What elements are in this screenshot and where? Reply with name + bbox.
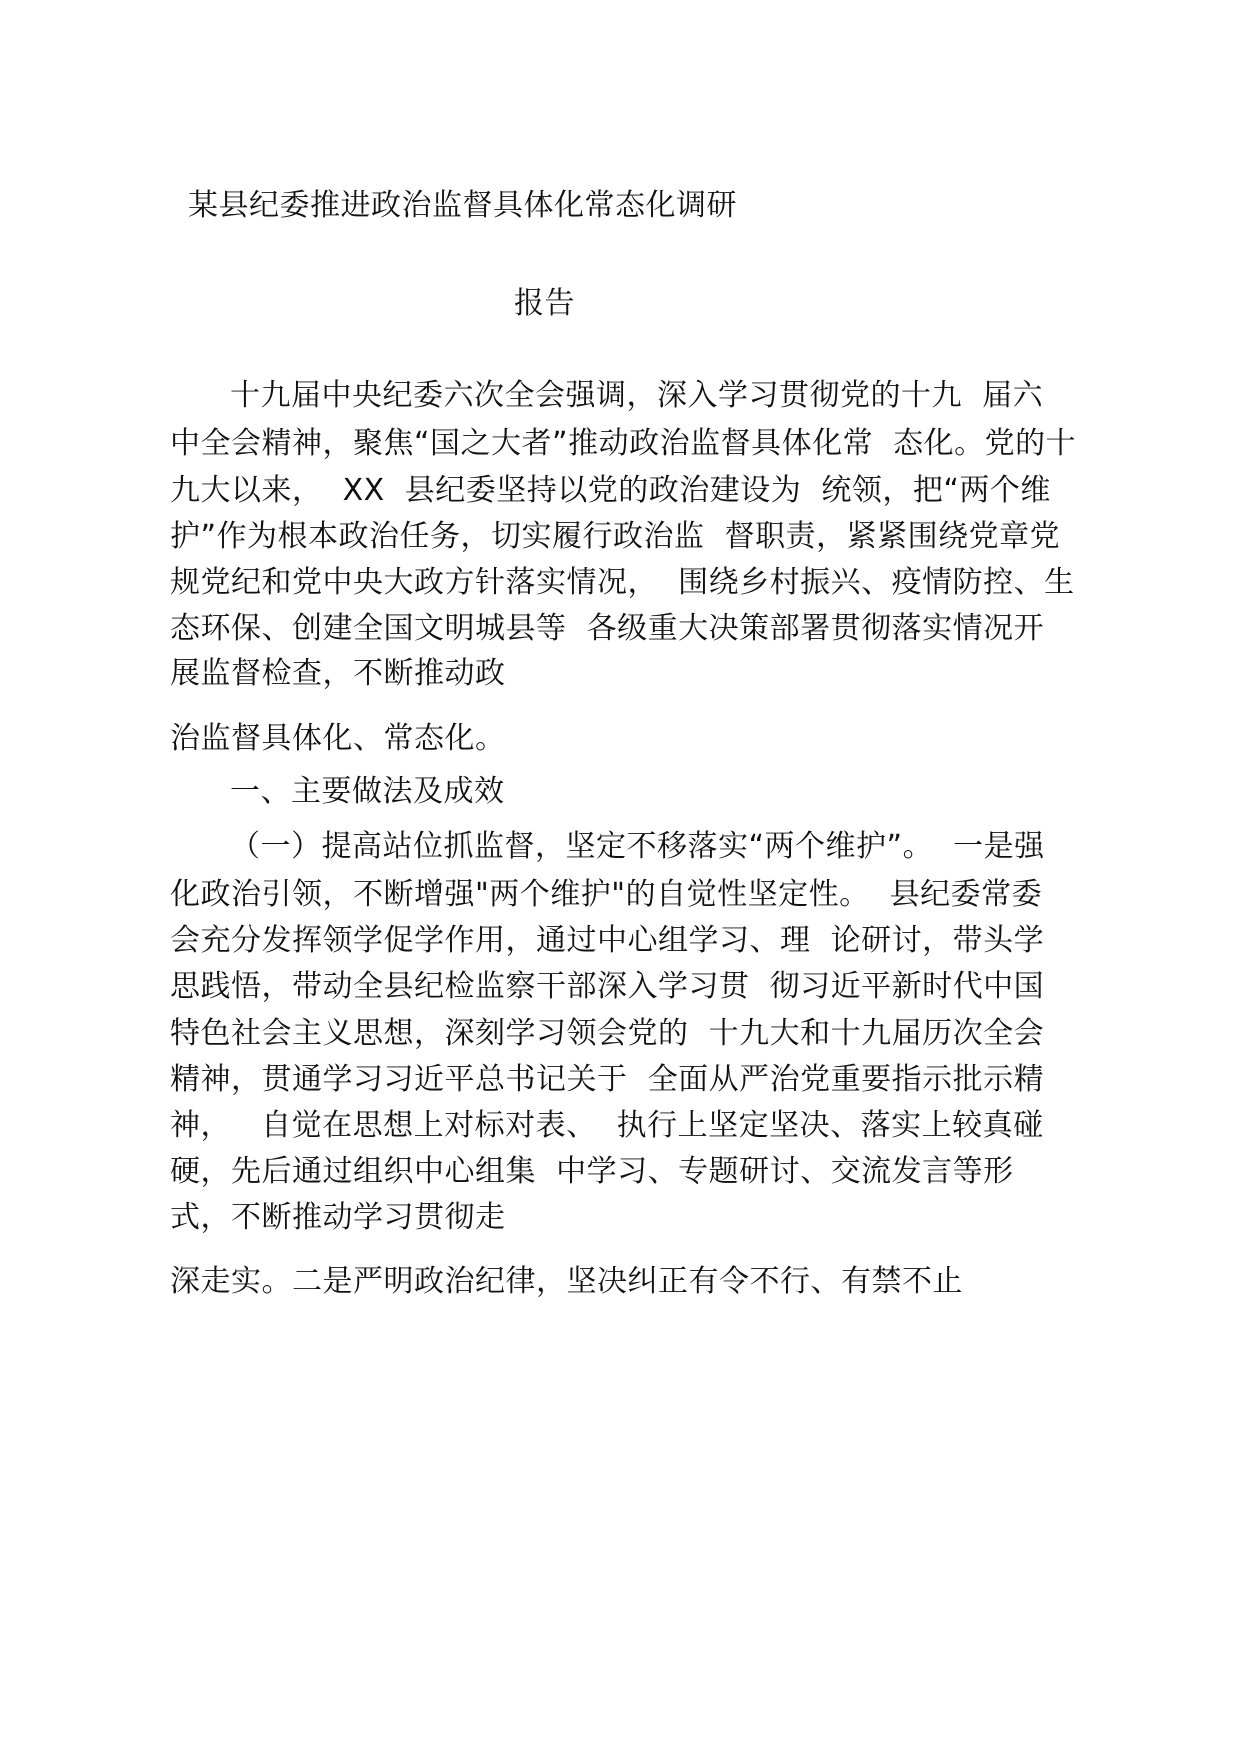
body-line: 深走实。二是严明政治纪律，坚决纠正有令不行、有禁不止 [170, 1264, 963, 1299]
body-line: 治监督具体化、常态化。 [170, 721, 506, 756]
body-line: 化政治引领，不断增强"两个维护"的自觉性坚定性。 县纪委常委 [170, 877, 1043, 912]
body-line: 神， 自觉在思想上对标对表、 执行上坚定坚决、落实上较真碰 [170, 1108, 1044, 1143]
section-heading: 一、主要做法及成效 [230, 774, 505, 809]
body-line: 护”作为根本政治任务，切实履行政治监 督职责，紧紧围绕党章党 [170, 519, 1061, 554]
body-line: （一）提高站位抓监督，坚定不移落实“两个维护”。 一是强 [230, 829, 1045, 864]
body-line: 思践悟，带动全县纪检监察干部深入学习贯 彻习近平新时代中国 [170, 969, 1045, 1004]
document-title-line-1: 某县纪委推进政治监督具体化常态化调研 [188, 188, 737, 223]
document-title-line-2: 报告 [514, 286, 575, 321]
body-line: 式，不断推动学习贯彻走 [170, 1200, 506, 1235]
body-line: 硬，先后通过组织中心组集 中学习、专题研讨、交流发言等形 [170, 1154, 1014, 1189]
body-line: 特色社会主义思想，深刻学习领会党的 十九大和十九届历次全会 [170, 1016, 1045, 1051]
body-line: 规党纪和党中央大政方针落实情况， 围绕乡村振兴、疫情防控、生 [170, 565, 1075, 600]
body-line: 展监督检查，不断推动政 [170, 656, 506, 691]
body-line: 会充分发挥领学促学作用，通过中心组学习、理 论研讨，带头学 [170, 923, 1045, 958]
body-line: 态环保、创建全国文明城县等 各级重大决策部署贯彻落实情况开 [170, 611, 1045, 646]
body-line: 九大以来， XX 县纪委坚持以党的政治建设为 统领，把“两个维 [170, 473, 1051, 508]
body-line: 十九届中央纪委六次全会强调，深入学习贯彻党的十九 届六 [230, 378, 1044, 413]
body-line: 中全会精神，聚焦“国之大者”推动政治监督具体化常 态化。党的十 [170, 426, 1077, 461]
body-line: 精神，贯通学习习近平总书记关于 全面从严治党重要指示批示精 [170, 1062, 1045, 1097]
